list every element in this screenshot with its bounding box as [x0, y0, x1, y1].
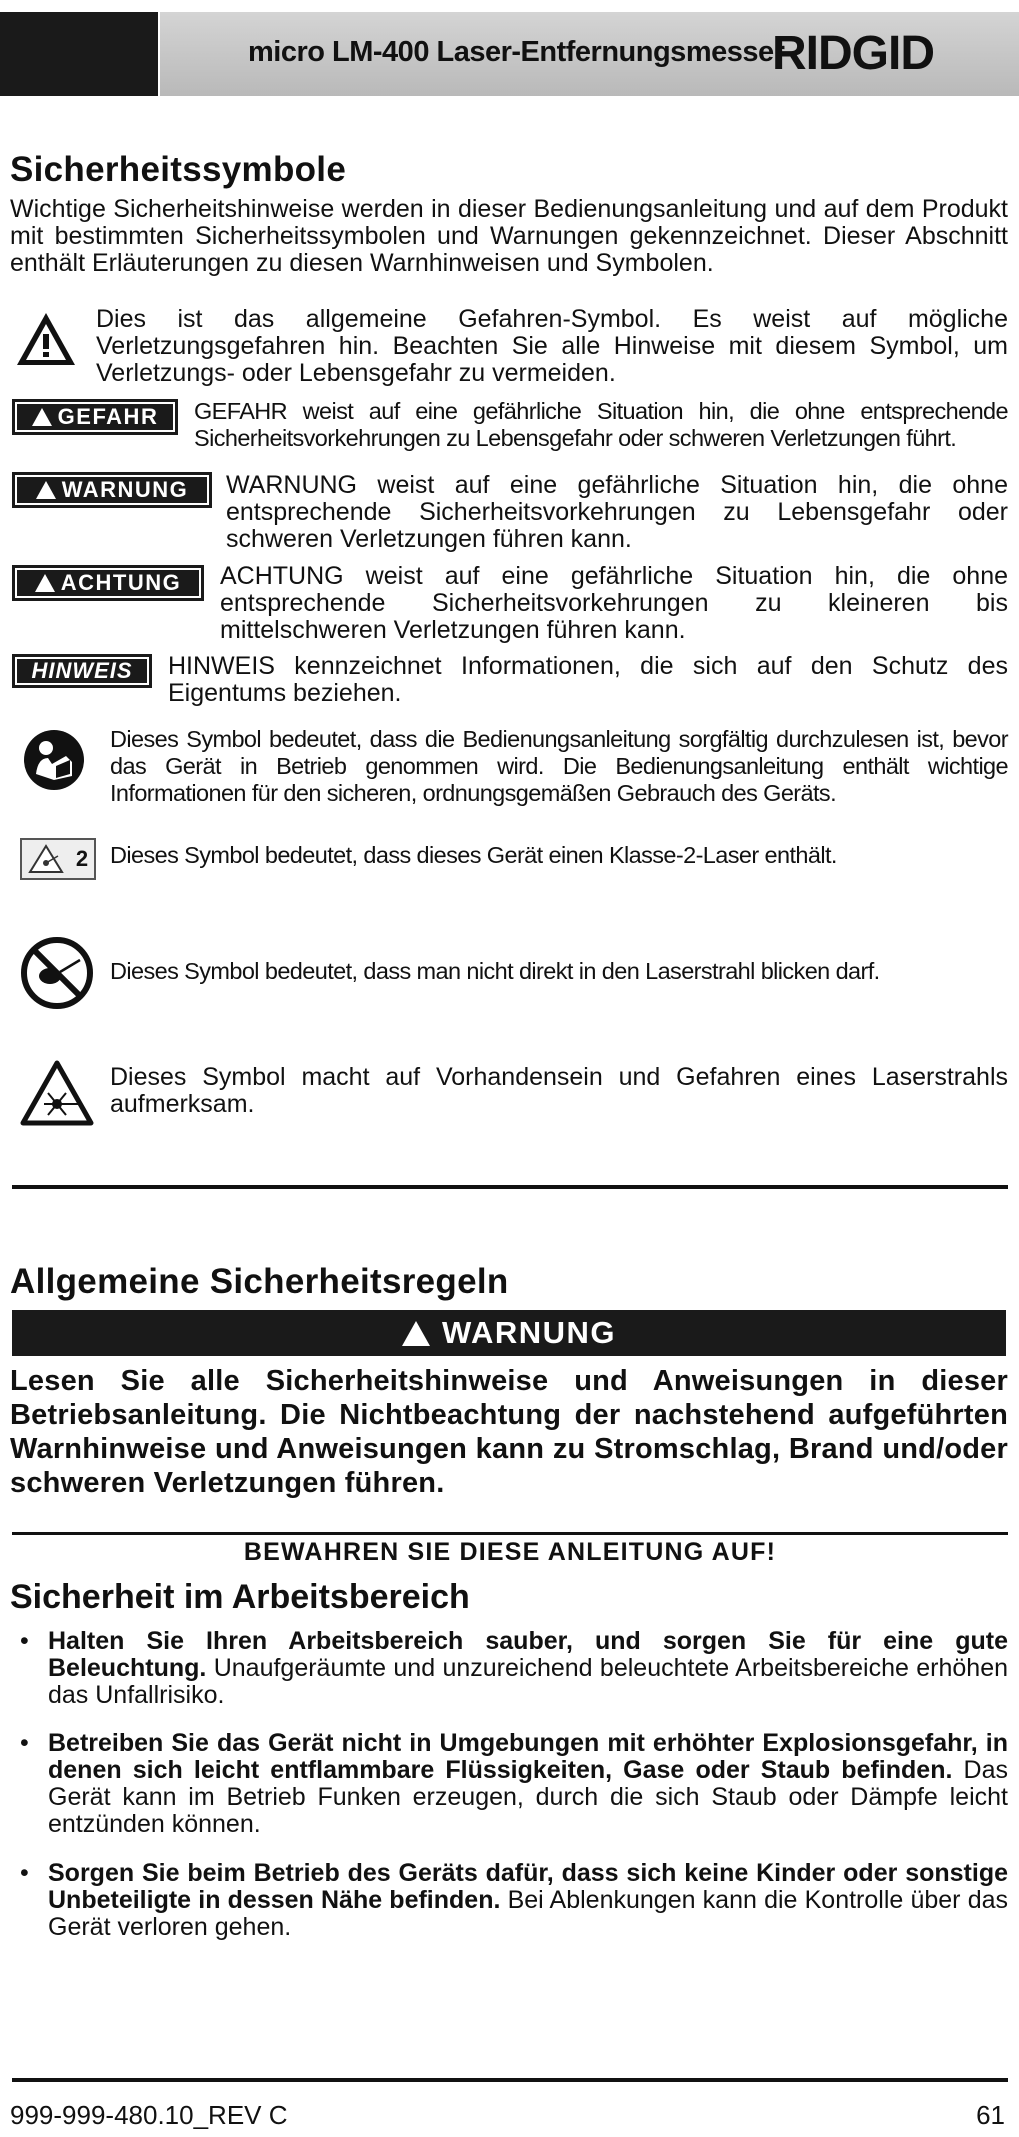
- safety-symbols-intro: Wichtige Sicherheitshinweise werden in dieser Bedienungsanleitung und auf dem Produkt mit bestimmten Sicherheitssymbolen und Warnungen gekennzeichnet. Dieser Abschnitt enthält Erläuterungen zu diesen Warnhinweisen und Symbolen.: [10, 195, 1008, 277]
- achtung-text: ACHTUNG weist auf eine gefährliche Situation hin, die ohne entsprechende Sicherheitsvorkehrungen zu kleineren bis mittelschweren Verletzungen führen kann.: [220, 562, 1008, 644]
- bullet-text: Unaufgeräumte und unzureichend beleuchtete Arbeitsbereiche erhöhen das Unfallrisiko.: [48, 1654, 1008, 1709]
- warning-paragraph: Lesen Sie alle Sicherheitshinweise und Anweisungen in dieser Betriebsanleitung. Die Nichtbeachtung der nachstehend aufgeführten Warnhinweise und Anweisungen kann zu Stromschlag, Brand und/oder schweren Verletzungen führen.: [10, 1365, 1008, 1499]
- document-code: 999-999-480.10_REV C: [10, 2100, 288, 2130]
- read-manual-icon: [22, 728, 86, 792]
- laser-warning-icon: [28, 844, 64, 874]
- safety-symbols-heading: Sicherheitssymbole: [10, 150, 347, 189]
- bullet-dot: •: [20, 1859, 29, 1887]
- laser-class-label: [20, 838, 96, 880]
- warning-triangle-icon: [32, 408, 52, 426]
- general-hazard-text: Dies ist das allgemeine Gefahren-Symbol. Es weist auf mögliche Verletzungsgefahren hin. Beachten Sie alle Hinweise mit diesem Symbol, um Verletzungs- oder Lebensgefahr zu vermeiden.: [96, 305, 1008, 387]
- bullet-text: Das Gerät kann im Betrieb Funken erzeugen, durch die sich Staub oder Dämpfe leicht entzünden können.: [48, 1756, 1008, 1838]
- keep-manual-caption: BEWAHREN SIE DIESE ANLEITUNG AUF!: [243, 1538, 777, 1566]
- warnung-banner: [12, 1310, 1006, 1356]
- document-title: micro LM-400 Laser-Entfernungsmesser: [248, 36, 785, 68]
- keep-manual-rule: [12, 1532, 1008, 1535]
- read-manual-text: Dieses Symbol bedeutet, dass die Bedienungsanleitung sorgfältig durchzulesen ist, bevor das Gerät in Betrieb genommen wird. Die Bedienungsanleitung enthält wichtige Informationen für den sicheren, ordnungsgemäßen Gebrauch des Geräts.: [110, 726, 1008, 806]
- warning-triangle-icon: [35, 574, 55, 592]
- achtung-badge: [12, 565, 204, 601]
- warnung-banner-label: WARNUNG: [441, 1315, 617, 1350]
- warning-triangle-icon: [402, 1321, 430, 1346]
- list-item: [20, 1627, 1008, 1709]
- ridgid-logo: RIDGID: [772, 27, 934, 80]
- general-rules-heading: Allgemeine Sicherheitsregeln: [10, 1262, 509, 1301]
- bullet-text: Bei Ablenkungen kann die Kontrolle über das Gerät verloren gehen.: [48, 1886, 1009, 1941]
- hinweis-label: HINWEIS: [31, 658, 133, 683]
- general-hazard-icon: [14, 310, 78, 368]
- section-divider: [12, 1185, 1008, 1189]
- list-item: [20, 1729, 1008, 1838]
- no-stare-icon: [20, 936, 94, 1010]
- list-item: [20, 1859, 1009, 1941]
- no-stare-text: Dieses Symbol bedeutet, dass man nicht direkt in den Laserstrahl blicken darf.: [110, 958, 880, 984]
- gefahr-label: GEFAHR: [57, 404, 159, 429]
- warnung-badge: [12, 472, 212, 508]
- warnung-text: WARNUNG weist auf eine gefährliche Situation hin, die ohne entsprechende Sicherheitsvorkehrungen zu Lebensgefahr oder schweren Verletzungen führen kann.: [226, 471, 1008, 553]
- laser-hazard-text: Dieses Symbol macht auf Vorhandensein und Gefahren eines Laserstrahls aufmerksam.: [110, 1063, 1008, 1118]
- bullet-bold-text: Sorgen Sie beim Betrieb des Geräts dafür, dass sich keine Kinder oder sonstige Unbeteiligte in dessen Nähe befinden.: [48, 1859, 1008, 1914]
- hinweis-text: HINWEIS kennzeichnet Informationen, die sich auf den Schutz des Eigentums beziehen.: [168, 652, 1008, 707]
- page-number: 61: [976, 2100, 1005, 2130]
- bullet-dot: •: [20, 1627, 29, 1655]
- laser-hazard-icon: [20, 1060, 94, 1126]
- gefahr-badge: [12, 399, 178, 435]
- achtung-label: ACHTUNG: [60, 570, 182, 595]
- laser-class-text: Dieses Symbol bedeutet, dass dieses Gerät einen Klasse-2-Laser enthält.: [110, 842, 837, 868]
- warning-triangle-icon: [36, 481, 56, 499]
- gefahr-text: GEFAHR weist auf eine gefährliche Situation hin, die ohne entsprechende Sicherheitsvorkehrungen zu Lebensgefahr oder schweren Verletzungen führt.: [194, 398, 1008, 451]
- laser-class-number: 2: [75, 846, 89, 871]
- hinweis-badge: [12, 654, 152, 688]
- work-area-heading: Sicherheit im Arbeitsbereich: [10, 1578, 470, 1616]
- footer-rule: [12, 2078, 1008, 2082]
- bullet-bold-text: Betreiben Sie das Gerät nicht in Umgebungen mit erhöhter Explosionsgefahr, in denen sich leicht entflammbare Flüssigkeiten, Gase oder Staub befinden.: [48, 1729, 1008, 1784]
- bullet-bold-text: Halten Sie Ihren Arbeitsbereich sauber, und sorgen Sie für eine gute Beleuchtung.: [48, 1627, 1008, 1682]
- warnung-label: WARNUNG: [61, 477, 189, 502]
- bullet-dot: •: [20, 1729, 29, 1757]
- header-black-block: [0, 12, 158, 96]
